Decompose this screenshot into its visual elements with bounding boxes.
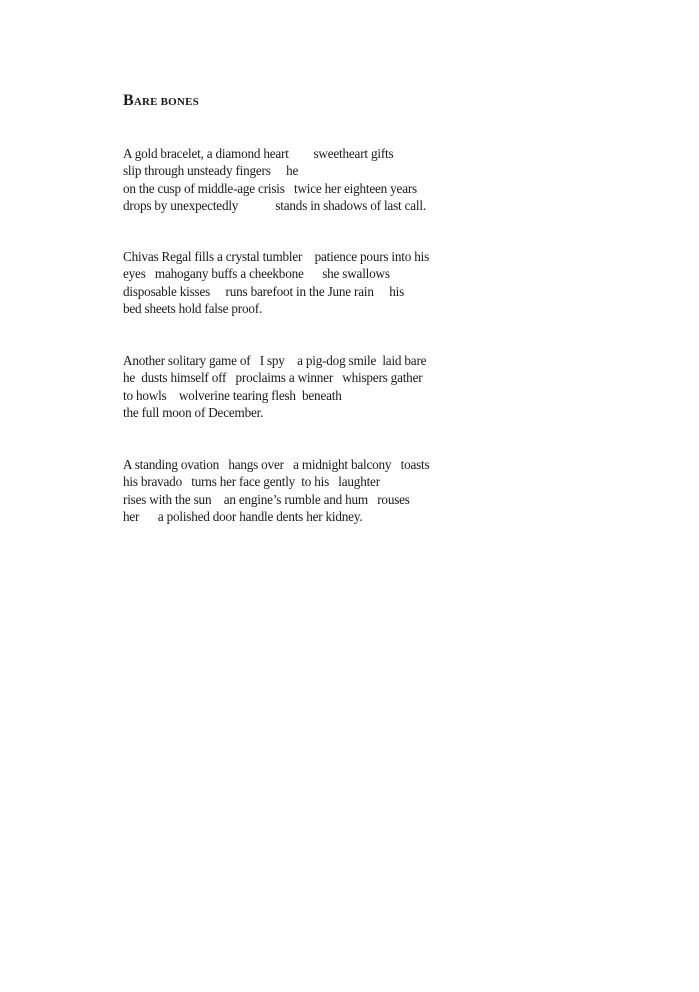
title-rest: ARE BONES xyxy=(133,96,199,108)
stanza-line: he dusts himself off proclaims a winner whispers gather xyxy=(123,370,423,386)
stanza-line: rises with the sun an engine’s rumble and hum rouses xyxy=(123,491,410,507)
stanza-line: her a polished door handle dents her kidney. xyxy=(123,509,363,525)
stanza-line: to howls wolverine tearing flesh beneath xyxy=(123,387,342,403)
stanza-line: Another solitary game of I spy a pig-dog smile laid bare xyxy=(123,353,427,368)
title-initial: B xyxy=(123,92,134,109)
stanza-line: Chivas Regal fills a crystal tumbler patience pours into his xyxy=(123,249,430,264)
stanza-2 xyxy=(123,248,429,318)
stanza-line: on the cusp of middle-age crisis twice her eighteen years xyxy=(123,180,417,196)
stanza-line: drops by unexpectedly stands in shadows of last call. xyxy=(123,198,426,214)
stanza-line: slip through unsteady fingers he xyxy=(123,163,299,179)
stanza-line: bed sheets hold false proof. xyxy=(123,301,263,317)
stanza-line: disposable kisses runs barefoot in the June rain his xyxy=(123,283,405,299)
stanza-line: eyes mahogany buffs a cheekbone she swallows xyxy=(123,266,390,282)
stanza-line: his bravado turns her face gently to his laughter xyxy=(123,474,380,490)
stanza-4 xyxy=(123,456,429,526)
poem-page xyxy=(123,92,643,525)
stanza-3 xyxy=(123,352,426,422)
stanza-line: A gold bracelet, a diamond heart sweetheart gifts xyxy=(123,146,394,161)
stanza-line: A standing ovation hangs over a midnight balcony toasts xyxy=(123,457,430,472)
stanza-1 xyxy=(123,145,426,215)
stanza-line: the full moon of December. xyxy=(123,405,264,421)
poem-title xyxy=(123,92,643,111)
